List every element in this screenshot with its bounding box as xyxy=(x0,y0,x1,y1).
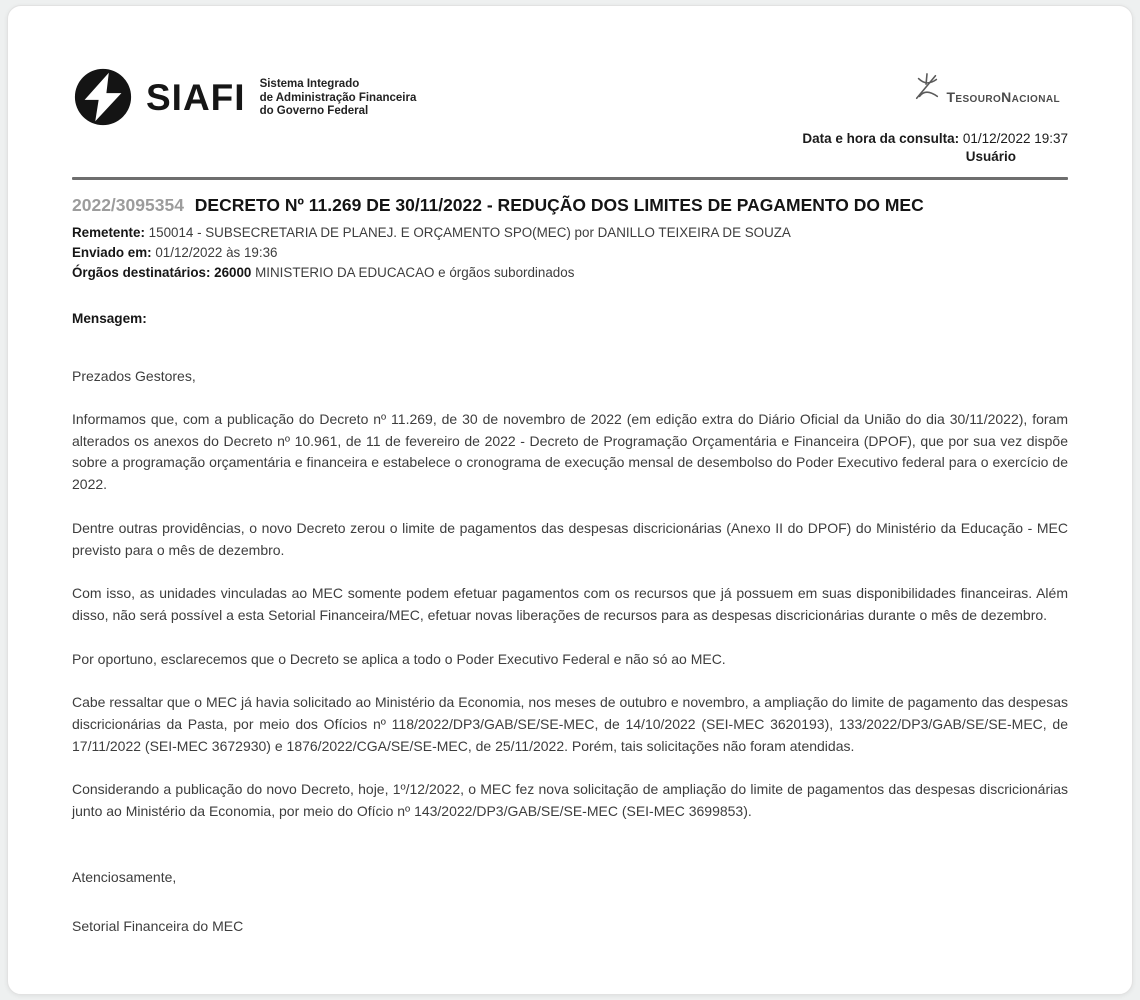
message-meta xyxy=(72,223,1068,283)
consulta-label: Data e hora da consulta: xyxy=(802,131,960,146)
tesouro-nacional-logo xyxy=(910,72,1060,107)
message-body-label: Mensagem: xyxy=(72,311,147,326)
orgaos-rest: MINISTERIO DA EDUCACAO e órgãos subordinados xyxy=(255,265,575,280)
siafi-subtitle-line: de Administração Financeira xyxy=(259,91,417,104)
meta-remetente xyxy=(72,223,1068,243)
tesouro-nacional-icon xyxy=(910,72,944,107)
siafi-logo xyxy=(72,66,416,128)
message-title-line xyxy=(72,194,1068,216)
meta-orgaos xyxy=(72,263,1068,283)
tesouro-nacional-label: TesouroNacional xyxy=(946,89,1060,105)
siafi-subtitle-line: Sistema Integrado xyxy=(259,78,360,91)
siafi-logo-icon xyxy=(72,66,134,128)
siafi-wordmark: SIAFI xyxy=(146,76,246,118)
salutation: Prezados Gestores, xyxy=(72,368,196,384)
remetente-value: 150014 - SUBSECRETARIA DE PLANEJ. E ORÇAMENTO SPO(MEC) por DANILLO TEIXEIRA DE SOUZA xyxy=(148,225,791,240)
message-paragraph: Informamos que, com a publicação do Decreto nº 11.269, de 30 de novembro de 2022 (em edição extra do Diário Oficial da União do dia 30/11/2022), foram alterados os anexos do Decreto nº 10.961, de 11 de fevereiro de 2022 - Decreto de Programação Orçamentária e Financeira (DPOF), que por sua vez dispõe sobre a programação orçamentária e financeira e estabelece o cronograma de execução mensal de desembolso do Poder Executivo federal para o exercício de 2022. xyxy=(72,411,1068,493)
siafi-subtitle xyxy=(260,75,417,119)
message-paragraph: Dentre outras providências, o novo Decreto zerou o limite de pagamentos das despesas discricionárias (Anexo II do DPOF) do Ministério da Educação - MEC previsto para o mês de dezembro. xyxy=(72,519,1068,558)
enviado-value: 01/12/2022 às 19:36 xyxy=(155,245,278,260)
orgaos-code: 26000 xyxy=(214,265,252,280)
meta-enviado xyxy=(72,243,1068,263)
remetente-label: Remetente: xyxy=(72,225,145,240)
closing: Atenciosamente, xyxy=(72,868,177,885)
header-right xyxy=(802,66,1068,164)
user-label: Usuário xyxy=(965,149,1016,164)
header-divider xyxy=(72,177,1068,180)
message-paragraph: Cabe ressaltar que o MEC já havia solicitado ao Ministério da Economia, nos meses de outubro e novembro, a ampliação do limite de pagamento das despesas discricionárias da Pasta, por meio dos Ofícios nº 118/2022/DP3/GAB/SE/SE-MEC, de 14/10/2022 (SEI-MEC 3620193), 133/2022/DP3/GAB/SE/SE-MEC, de 17/11/2022 (SEI-MEC 3672930) e 1876/2022/CGA/SE/SE-MEC, de 25/11/2022. Porém, tais solicitações não foram atendidas. xyxy=(72,694,1068,754)
message-title: DECRETO Nº 11.269 DE 30/11/2022 - REDUÇÃO DOS LIMITES DE PAGAMENTO DO MEC xyxy=(194,195,924,215)
document-page xyxy=(7,5,1133,995)
orgaos-label: Órgãos destinatários: xyxy=(72,265,211,280)
signature: Setorial Financeira do MEC xyxy=(72,917,244,934)
message-paragraph: Considerando a publicação do novo Decreto, hoje, 1º/12/2022, o MEC fez nova solicitação de ampliação do limite de pagamentos das despesas discricionárias junto ao Ministério da Economia, por meio do Ofício nº 143/2022/DP3/GAB/SE/SE-MEC (SEI-MEC 3699853). xyxy=(72,781,1068,820)
message-paragraph: Por oportuno, esclarecemos que o Decreto se aplica a todo o Poder Executivo Federal e não só ao MEC. xyxy=(72,650,726,667)
message-paragraph: Com isso, as unidades vinculadas ao MEC somente podem efetuar pagamentos com os recursos que já possuem em suas disponibilidades financeiras. Além disso, não será possível a esta Setorial Financeira/MEC, efetuar novas liberações de recursos para as despesas discricionárias durante o mês de dezembro. xyxy=(72,585,1068,623)
siafi-subtitle-line: do Governo Federal xyxy=(259,105,369,118)
consulta-datetime xyxy=(802,131,1068,146)
enviado-label: Enviado em: xyxy=(72,245,152,260)
document-header xyxy=(72,66,1068,164)
message-id: 2022/3095354 xyxy=(72,195,184,215)
consulta-value: 01/12/2022 19:37 xyxy=(962,131,1068,146)
